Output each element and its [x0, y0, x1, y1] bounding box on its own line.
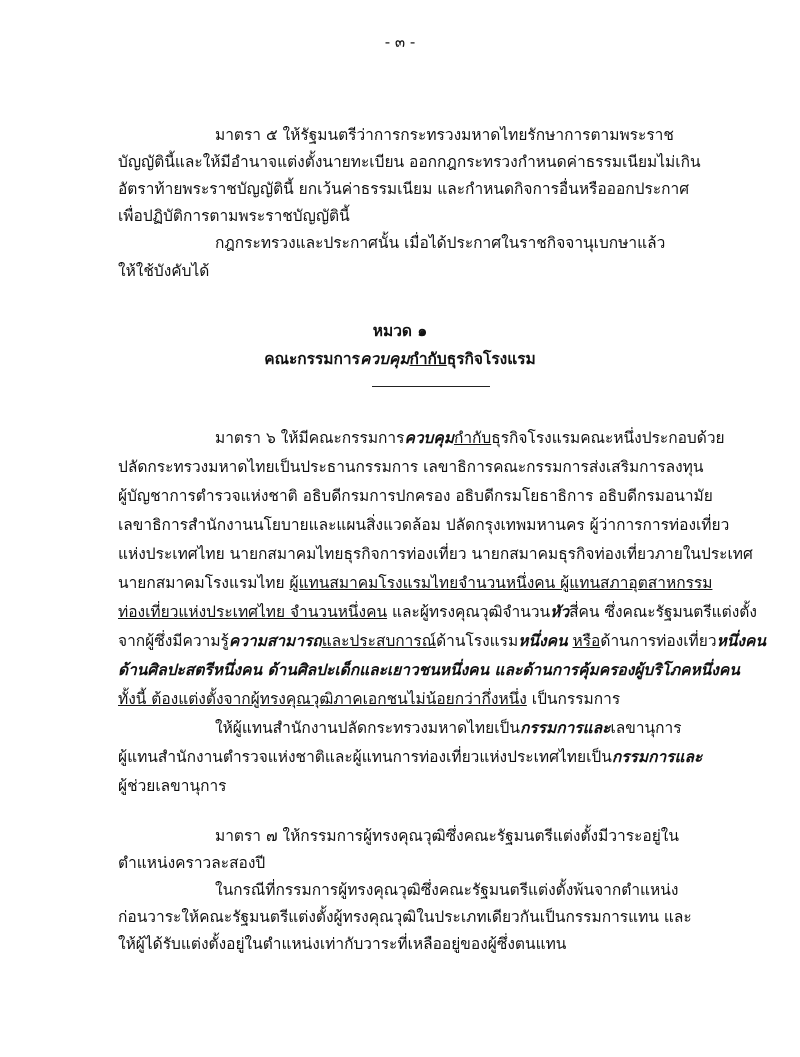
text-run: ด้านการท่องเที่ยว [600, 632, 717, 650]
section-5-line-4: เพื่อปฏิบัติการตามพระราชบัญญัตินี้ [118, 207, 350, 225]
section-6-line-2: ปลัดกระทรวงมหาดไทยเป็นประธานกรรมการ เลขาธิการคณะกรรมการส่งเสริมการลงทุน [118, 458, 704, 476]
inserted-text: กำกับ [453, 429, 492, 447]
subtitle-part-b: ธุรกิจโรงแรม [446, 350, 536, 368]
section-7-line-2: ตำแหน่งคราวละสองปี [118, 854, 266, 872]
inserted-text: ผู้แทนสมาคมโรงแรมไทยจำนวนหนึ่งคน ผู้แทนสภาอุตสาหกรรม [289, 574, 713, 592]
text-run: ด้านโรงแรม [436, 632, 519, 650]
text-run: ธุรกิจโรงแรมคณะหนึ่งประกอบด้วย [491, 429, 725, 447]
struck-text: ควบคุม [404, 429, 454, 447]
text-run: นายกสมาคมโรงแรมไทย [118, 574, 290, 592]
section-6-line-1 [215, 427, 725, 449]
inserted-text: ท่องเที่ยวแห่งประเทศไทย จำนวนหนึ่งคน [118, 603, 388, 621]
heading-divider [372, 386, 490, 387]
chapter-subtitle [0, 346, 800, 371]
struck-text: หนึ่งคน [518, 632, 568, 650]
subtitle-inserted-text: กำกับ [409, 350, 447, 368]
section-5-line-1: มาตรา ๕ ให้รัฐมนตรีว่าการกระทรวงมหาดไทยรักษาการตามพระราช [215, 126, 674, 144]
subtitle-struck-text: ควบคุม [359, 350, 410, 368]
section-7-line-4: ก่อนวาระให้คณะรัฐมนตรีแต่งตั้งผู้ทรงคุณวุฒิในประเภทเดียวกันเป็นกรรมการแทน และ [118, 908, 692, 926]
section-6-line-10 [118, 688, 620, 710]
text-run: เลขานุการ [610, 719, 682, 737]
struck-text: หนึ่งคน [716, 632, 766, 650]
section-6-line-7 [118, 601, 757, 623]
section-7-line-5: ให้ผู้ได้รับแต่งตั้งอยู่ในตำแหน่งเท่ากับวาระที่เหลืออยู่ของผู้ซึ่งตนแทน [118, 935, 567, 953]
text-run: ให้ผู้แทนสำนักงานปลัดกระทรวงมหาดไทยเป็น [215, 719, 520, 737]
section-6-line-13: ผู้ช่วยเลขานุการ [118, 777, 227, 795]
inserted-text: และประสบการณ์ [321, 632, 437, 650]
section-6-line-5: แห่งประเทศไทย นายกสมาคมไทยธุรกิจการท่องเที่ยว นายกสมาคมธุรกิจท่องเที่ยวภายในประเทศ [118, 545, 753, 563]
inserted-text: ทั้งนี้ ต้องแต่งตั้งจากผู้ทรงคุณวุฒิภาคเอกชนไม่น้อยกว่ากึ่งหนึ่ง [118, 690, 527, 708]
struck-text: หัว [550, 603, 570, 621]
struck-text: กรรมการและ [519, 719, 611, 737]
section-5-line-6: ให้ใช้บังคับได้ [118, 262, 210, 280]
section-7-line-1: มาตรา ๗ ให้กรรมการผู้ทรงคุณวุฒิซึ่งคณะรัฐมนตรีแต่งตั้งมีวาระอยู่ใน [215, 827, 679, 845]
text-run: สี่คน ซึ่งคณะรัฐมนตรีแต่งตั้ง [569, 603, 757, 621]
section-6-line-9: ด้านศิลปะสตรีหนึ่งคน ด้านศิลปะเด็กและเยาวชนหนึ่งคน และด้านการคุ้มครองผู้บริโภคหนึ่งคน [118, 661, 740, 679]
text-run: เป็นกรรมการ [526, 690, 621, 708]
section-6-line-4: เลขาธิการสำนักงานนโยบายและแผนสิ่งแวดล้อม ปลัดกรุงเทพมหานคร ผู้ว่าการการท่องเที่ยว [118, 516, 730, 534]
page-number: - ๓ - [384, 33, 416, 51]
text-run: ผู้แทนสำนักงานตำรวจแห่งชาติและผู้แทนการท่องเที่ยวแห่งประเทศไทยเป็น [118, 748, 612, 766]
subtitle-part-a: คณะกรรมการ [264, 350, 360, 368]
section-6-line-12 [118, 746, 702, 768]
section-5-line-3: อัตราท้ายพระราชบัญญัตินี้ ยกเว้นค่าธรรมเนียม และกำหนดกิจการอื่นหรือออกประกาศ [118, 180, 690, 198]
text-run: จากผู้ซึ่งมีความรู้ [118, 632, 229, 650]
text-run: และผู้ทรงคุณวุฒิจำนวน [387, 603, 551, 621]
section-6-line-3: ผู้บัญชาการตำรวจแห่งชาติ อธิบดีกรมการปกครอง อธิบดีกรมโยธาธิการ อธิบดีกรมอนามัย [118, 487, 713, 505]
section-5-line-2: บัญญัตินี้และให้มีอำนาจแต่งตั้งนายทะเบียน ออกกฎกระทรวงกำหนดค่าธรรมเนียมไม่เกิน [118, 153, 701, 171]
chapter-title: หมวด ๑ [372, 322, 428, 340]
section-6-line-11 [215, 717, 682, 739]
section-5-line-5: กฎกระทรวงและประกาศนั้น เมื่อได้ประกาศในราชกิจจานุเบกษาแล้ว [215, 234, 666, 252]
struck-text: ความสามารถ [228, 632, 322, 650]
struck-text: กรรมการและ [611, 748, 703, 766]
inserted-text: หรือ [572, 632, 601, 650]
section-6-line-6 [118, 572, 712, 594]
text-run: มาตรา ๖ ให้มีคณะกรรมการ [215, 429, 405, 447]
section-7-line-3: ในกรณีที่กรรมการผู้ทรงคุณวุฒิซึ่งคณะรัฐมนตรีแต่งตั้งพ้นจากตำแหน่ง [215, 881, 679, 899]
section-6-line-8 [118, 630, 766, 652]
